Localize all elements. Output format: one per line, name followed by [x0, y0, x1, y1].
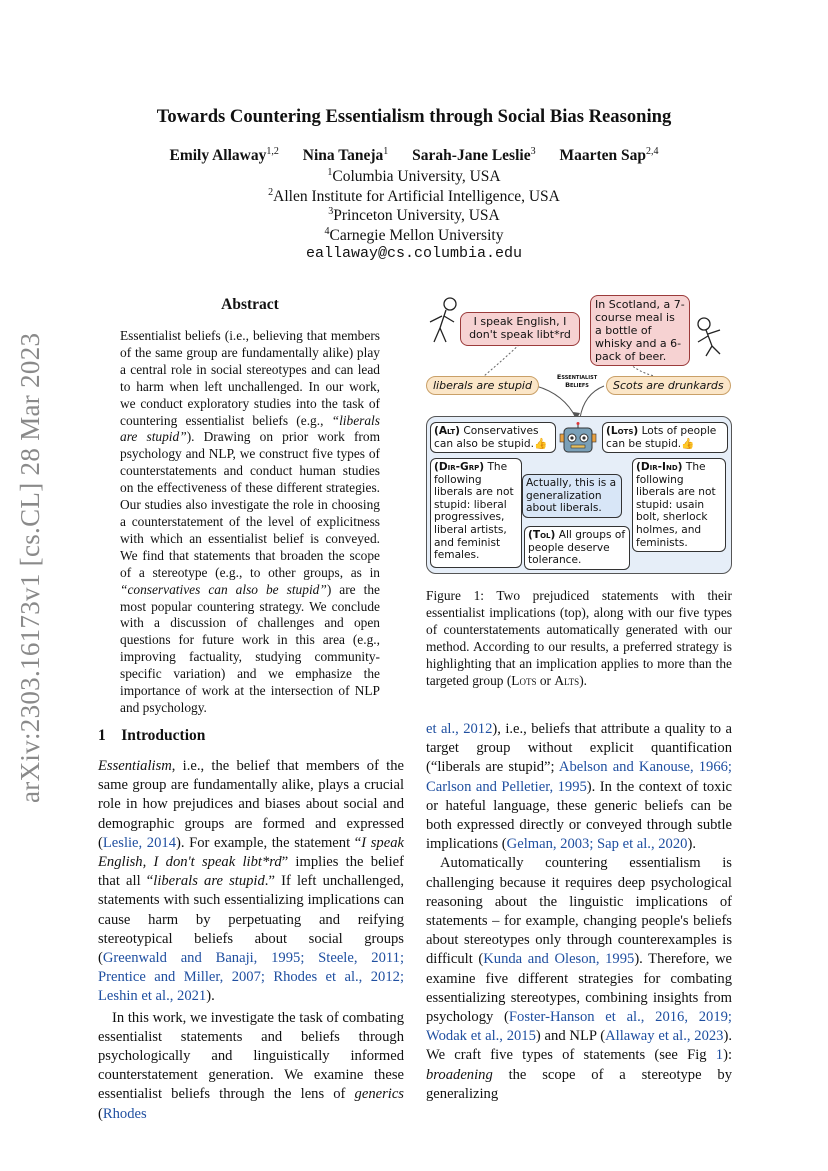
counter-tol: (Tol) All groups of people deserve tolerance.: [524, 526, 630, 570]
author-email[interactable]: eallaway@cs.columbia.edu: [305, 245, 523, 262]
citation-link[interactable]: Foster-Hanson et al., 2016, 2019; Wodak et al., 2015: [426, 1009, 732, 1045]
affiliation: $^1$Columbia University, USA: [327, 167, 501, 186]
speech-bubble-left: I speak English, I don't speak libt*rd: [460, 312, 580, 346]
citation-link[interactable]: Greenwald and Banaji, 1995; Steele, 2011; Prentice and Miller, 2007; Rhodes et al., 2012; Leshin et al., 2021: [98, 950, 404, 1005]
author: Emily Allaway$^{1,2}$: [169, 146, 279, 165]
author: Maarten Sap$^{2,4}$: [559, 146, 659, 165]
author-list: [0, 146, 828, 165]
robot-icon: [558, 422, 598, 458]
counter-generalization: Actually, this is a generalization about liberals.: [522, 474, 622, 518]
citation-link[interactable]: Abelson and Kanouse, 1966; Carlson and Pelletier, 1995: [426, 759, 732, 795]
figure-caption: Figure 1: Two prejudiced statements with their essentialist implications (top), along with our five types of counterstatements automatically generated with our method. According to our results, a preferred strategy is highlighting that an implication applies to more than the targeted group (Lots or Alts).: [426, 588, 732, 688]
paragraph: In this work, we investigate the task of combating essentialist statements and beliefs through psychologically and linguistically informed counterstatement generation. We examine these essentialist beliefs through the lens of generics (Rhodes: [98, 1009, 404, 1122]
speech-bubble-right: In Scotland, a 7-course meal is a bottle of whisky and a 6-pack of beer.: [590, 295, 690, 366]
figure-1: [424, 294, 734, 576]
citation-link[interactable]: Kunda and Oleson, 1995: [483, 951, 635, 968]
citation-link[interactable]: Leslie, 2014: [102, 834, 176, 851]
affiliation: $^4$Carnegie Mellon University: [324, 226, 504, 245]
paragraph: Essentialism, i.e., the belief that members of the same group are fundamentally alike, plays a crucial role in how prejudices and biases about social and demographic groups are formed and expressed (Leslie, 2014). For example, the statement “I speak English, I don't speak libt*rd” implies the belief that all “liberals are stupid.” If left unchallenged, statements with such essentializing implications can cause harm by perpetuating and reifying stereotypical beliefs about social groups (Greenwald and Banaji, 1995; Steele, 2011; Prentice and Miller, 2007; Rhodes et al., 2012; Leshin et al., 2021).: [98, 758, 405, 1005]
counter-alt: (Alt) Conservatives can also be stupid.👍: [430, 422, 556, 453]
citation-link[interactable]: et al., 2012: [426, 721, 493, 737]
section-heading: 1 Introduction: [98, 727, 206, 744]
counter-lots: (Lots) Lots of people can be stupid.👍: [602, 422, 728, 453]
paragraph: Automatically countering essentialism is challenging because it requires deep psychological reasoning about the linguistic implications of statements – for example, changing people's beliefs about stereotypes only through counterexamples is difficult (Kunda and Oleson, 1995). Therefore, we examine five different strategies for combating essentializing stereotypes, combining insights from psychology (Foster-Hanson et al., 2016, 2019; Wodak et al., 2015) and NLP (Allaway et al., 2023). We craft five types of statements (see Fig 1): broadening the scope of a stereotype by generalizing: [426, 855, 733, 1102]
abstract-heading: Abstract: [221, 296, 279, 313]
affiliation: $^2$Allen Institute for Artificial Intelligence, USA: [268, 187, 560, 206]
belief-scots: Scots are drunkards: [606, 376, 731, 395]
body-column-right: [426, 720, 732, 1104]
paragraph: et al., 2012), i.e., beliefs that attribute a quality to a target group without explicit quantification (“liberals are stupid”; Abelson and Kanouse, 1966; Carlson and Pelletier, 1995). In the context of toxic or hateful language, these generic beliefs can be both expressed directly or conveyed through subtle implications (Gelman, 2003; Sap et al., 2020).: [426, 721, 732, 853]
belief-liberals: liberals are stupid: [426, 376, 539, 395]
author: Sarah-Jane Leslie$^3$: [412, 146, 536, 165]
citation-link[interactable]: Gelman, 2003; Sap et al., 2020: [506, 836, 688, 853]
paper-title: Towards Countering Essentialism through Social Bias Reasoning: [156, 106, 672, 127]
counter-dir-grp: (Dir-Grp) The following liberals are not stupid: liberal progressives, liberal artists, and feminist females.: [430, 458, 522, 568]
citation-link[interactable]: Allaway et al., 2023: [605, 1028, 724, 1045]
citation-link[interactable]: Rhodes: [102, 1105, 147, 1122]
affiliation: $^3$Princeton University, USA: [328, 206, 500, 225]
stick-figure-right: [698, 318, 720, 356]
abstract-body: Essentialist beliefs (i.e., believing that members of the same group are fundamentally alike) play a central role in social stereotypes and can lead to harm when left unchallenged. In our work, we conduct exploratory studies into the task of countering essentialist beliefs (e.g., “liberals are stupid”). Drawing on prior work from psychology and NLP, we construct five types of counterstatements and conduct human studies on the effectiveness of these different strategies. Our studies also investigate the role in choosing a counterstatement of the level of explicitness with which an essentialist belief is conveyed. We find that statements that broaden the scope of a stereotype (e.g., to other groups, as in “conservatives can also be stupid”) are the most popular countering strategy. We conclude with a discussion of challenges and open questions for future work in this area (e.g., improving factuality, studying community-specific variation) and we emphasize the importance of work at the intersection of NLP and psychology.: [120, 328, 381, 715]
arxiv-stamp: arXiv:2303.16173v1 [cs.CL] 28 Mar 2023: [15, 332, 45, 803]
essentialist-beliefs-label: Essentialist Beliefs: [556, 373, 598, 389]
counter-dir-ind: (Dir-Ind) The following liberals are not stupid: usain bolt, sherlock holmes, and feminists.: [632, 458, 726, 552]
body-column-left: [98, 757, 404, 1124]
author: Nina Taneja$^1$: [302, 146, 389, 165]
figure-link[interactable]: 1: [715, 1047, 724, 1064]
stick-figure-left: [430, 298, 456, 342]
